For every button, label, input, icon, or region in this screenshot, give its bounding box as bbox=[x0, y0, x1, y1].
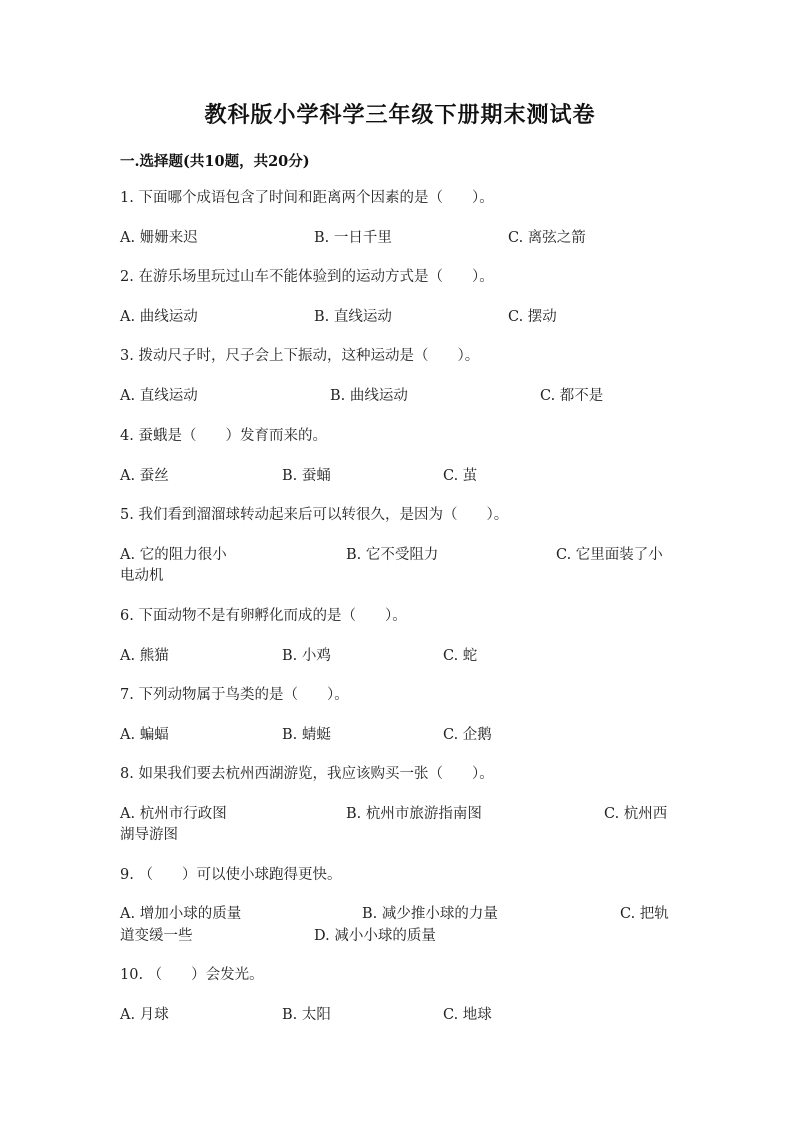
exam-title: 教科版小学科学三年级下册期末测试卷 bbox=[204, 102, 596, 128]
question-8-option-c-continued[interactable]: 湖导游图 bbox=[120, 827, 178, 843]
question-2-option-a[interactable]: A. 曲线运动 bbox=[120, 309, 198, 325]
question-5-option-c-continued[interactable]: 电动机 bbox=[120, 568, 164, 584]
question-10-option-a[interactable]: A. 月球 bbox=[120, 1007, 169, 1023]
question-7-stem: 7. 下列动物属于鸟类的是（ ）。 bbox=[120, 687, 349, 703]
question-4-stem: 4. 蚕蛾是（ ）发育而来的。 bbox=[120, 428, 327, 444]
question-5-option-c[interactable]: C. 它里面装了小 bbox=[556, 547, 663, 563]
question-6-option-a[interactable]: A. 熊猫 bbox=[120, 648, 169, 664]
question-9-option-c-continued[interactable]: 道变缓一些 bbox=[120, 928, 193, 944]
question-10-option-c[interactable]: C. 地球 bbox=[443, 1007, 492, 1023]
question-9-option-a[interactable]: A. 增加小球的质量 bbox=[120, 906, 242, 922]
section-heading: 一.选择题(共10题，共20分) bbox=[120, 153, 310, 170]
question-3-stem: 3. 拨动尺子时，尺子会上下振动，这种运动是（ ）。 bbox=[120, 348, 480, 364]
question-3-option-a[interactable]: A. 直线运动 bbox=[120, 388, 198, 404]
question-2-option-c[interactable]: C. 摆动 bbox=[508, 309, 557, 325]
question-7-option-a[interactable]: A. 蝙蝠 bbox=[120, 727, 169, 743]
question-3-option-b[interactable]: B. 曲线运动 bbox=[330, 388, 408, 404]
question-10-option-b[interactable]: B. 太阳 bbox=[282, 1007, 331, 1023]
question-1-option-b[interactable]: B. 一日千里 bbox=[314, 230, 392, 246]
question-7-option-c[interactable]: C. 企鹅 bbox=[443, 727, 492, 743]
question-6-option-b[interactable]: B. 小鸡 bbox=[282, 648, 331, 664]
question-8-option-a[interactable]: A. 杭州市行政图 bbox=[120, 806, 227, 822]
question-2-option-b[interactable]: B. 直线运动 bbox=[314, 309, 392, 325]
question-9-option-d[interactable]: D. 减小小球的质量 bbox=[314, 928, 436, 944]
question-10-stem: 10. （ ）会发光。 bbox=[120, 967, 264, 983]
question-5-option-a[interactable]: A. 它的阻力很小 bbox=[120, 547, 227, 563]
question-8-option-c[interactable]: C. 杭州西 bbox=[604, 806, 668, 822]
question-5-stem: 5. 我们看到溜溜球转动起来后可以转很久，是因为（ ）。 bbox=[120, 507, 509, 523]
question-8-stem: 8. 如果我们要去杭州西湖游览，我应该购买一张（ ）。 bbox=[120, 766, 494, 782]
question-4-option-b[interactable]: B. 蚕蛹 bbox=[282, 468, 331, 484]
question-4-option-c[interactable]: C. 茧 bbox=[443, 468, 478, 484]
question-8-option-b[interactable]: B. 杭州市旅游指南图 bbox=[346, 806, 482, 822]
question-9-option-b[interactable]: B. 减少推小球的力量 bbox=[362, 906, 498, 922]
question-9-option-c[interactable]: C. 把轨 bbox=[620, 906, 669, 922]
question-1-option-c[interactable]: C. 离弦之箭 bbox=[508, 230, 586, 246]
question-6-option-c[interactable]: C. 蛇 bbox=[443, 648, 478, 664]
question-1-option-a[interactable]: A. 姗姗来迟 bbox=[120, 230, 198, 246]
question-7-option-b[interactable]: B. 蜻蜓 bbox=[282, 727, 331, 743]
question-6-stem: 6. 下面动物不是有卵孵化而成的是（ ）。 bbox=[120, 608, 407, 624]
question-1-stem: 1. 下面哪个成语包含了时间和距离两个因素的是（ ）。 bbox=[120, 190, 494, 206]
question-2-stem: 2. 在游乐场里玩过山车不能体验到的运动方式是（ ）。 bbox=[120, 269, 494, 285]
question-5-option-b[interactable]: B. 它不受阻力 bbox=[346, 547, 439, 563]
question-4-option-a[interactable]: A. 蚕丝 bbox=[120, 468, 169, 484]
question-3-option-c[interactable]: C. 都不是 bbox=[540, 388, 604, 404]
question-9-stem: 9. （ ）可以使小球跑得更快。 bbox=[120, 867, 342, 883]
